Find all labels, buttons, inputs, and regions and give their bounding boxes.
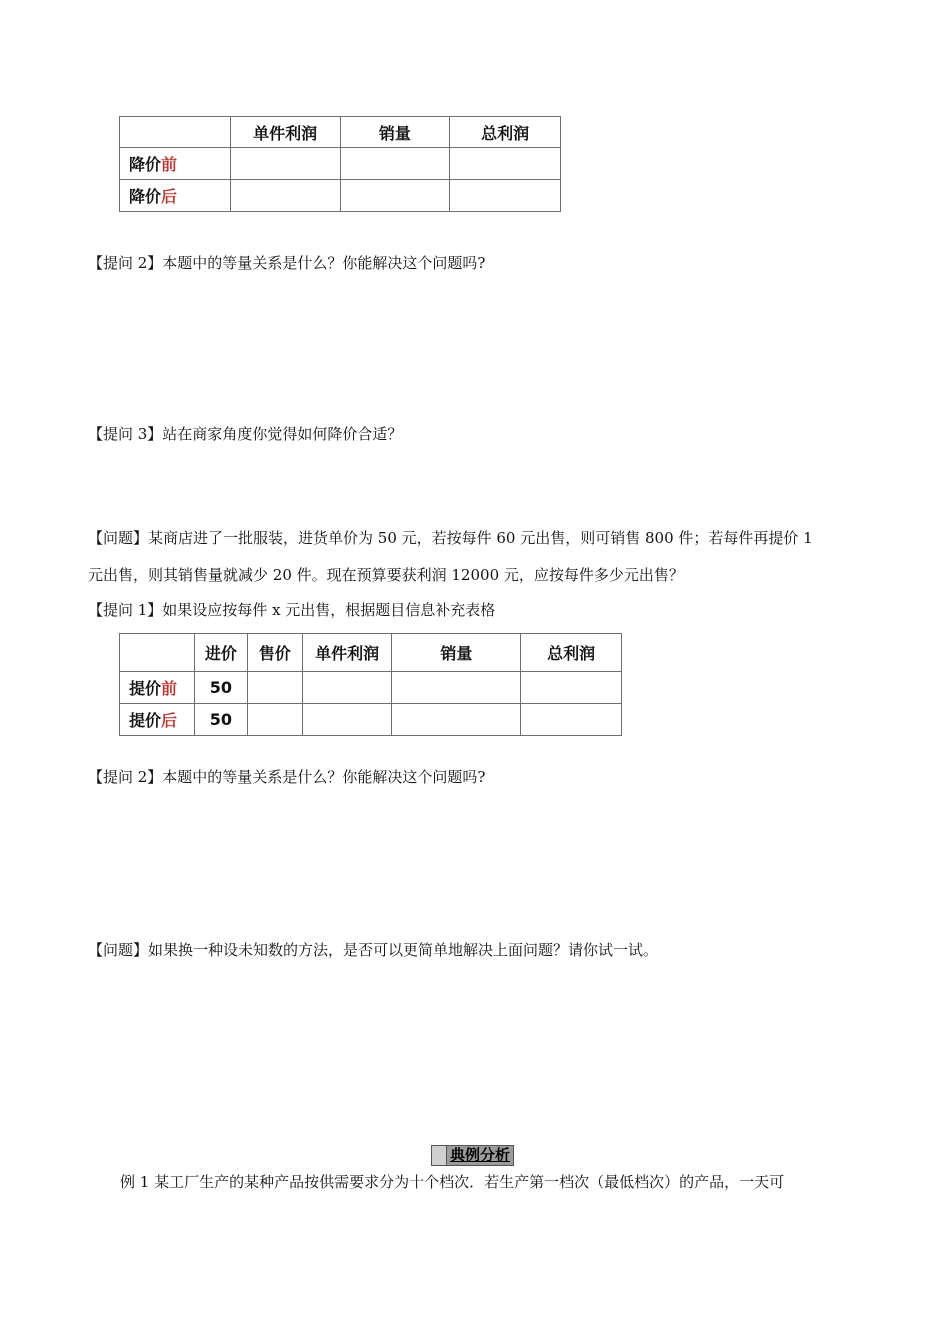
row-label-suffix: 前 xyxy=(161,679,178,698)
problem-2: 【问题】如果换一种设未知数的方法，是否可以更简单地解决上面问题？请你试一试。 xyxy=(88,941,659,959)
table-cell xyxy=(450,180,561,212)
table-header-row xyxy=(120,117,561,148)
table-cell: 50 xyxy=(194,672,247,704)
table-cell xyxy=(247,704,302,736)
table-cell xyxy=(521,704,622,736)
example-1: 例 1 某工厂生产的某种产品按供需要求分为十个档次．若生产第一档次（最低档次）的产品，一天可 xyxy=(120,1173,785,1191)
row-label-prefix: 提价 xyxy=(129,711,162,730)
row-label-suffix: 前 xyxy=(161,155,178,174)
table-cell xyxy=(302,672,392,704)
table-header-cell: 进价 xyxy=(194,634,247,672)
section-title xyxy=(431,1145,514,1166)
row-label xyxy=(120,672,195,704)
row-label xyxy=(120,704,195,736)
table-header-cell xyxy=(120,634,195,672)
row-label xyxy=(120,148,231,180)
question-2b: 【提问 2】本题中的等量关系是什么？你能解决这个问题吗? xyxy=(88,768,486,786)
question-3: 【提问 3】站在商家角度你觉得如何降价合适？ xyxy=(88,425,403,443)
price-raise-table xyxy=(119,633,622,736)
table-row xyxy=(120,672,622,704)
table-row xyxy=(120,180,561,212)
table-cell xyxy=(230,148,340,180)
table-header-cell: 单件利润 xyxy=(302,634,392,672)
table-cell xyxy=(302,704,392,736)
table-header-cell: 总利润 xyxy=(450,117,561,148)
table-header-cell: 销量 xyxy=(340,117,450,148)
table-cell xyxy=(340,148,450,180)
question-1b: 【提问 1】如果设应按每件 x 元出售，根据题目信息补充表格 xyxy=(88,601,496,619)
question-2a: 【提问 2】本题中的等量关系是什么？你能解决这个问题吗? xyxy=(88,254,486,272)
table-cell xyxy=(392,704,521,736)
row-label-suffix: 后 xyxy=(161,711,178,730)
price-cut-table xyxy=(119,116,561,212)
table-cell xyxy=(392,672,521,704)
table-cell xyxy=(247,672,302,704)
row-label xyxy=(120,180,231,212)
table-row xyxy=(120,148,561,180)
table-cell: 50 xyxy=(194,704,247,736)
table-cell xyxy=(340,180,450,212)
table-cell xyxy=(450,148,561,180)
row-label-prefix: 降价 xyxy=(129,155,162,174)
section-marker-box xyxy=(431,1145,446,1166)
table-cell xyxy=(521,672,622,704)
table-cell xyxy=(230,180,340,212)
table-header-cell: 单件利润 xyxy=(230,117,340,148)
table-header-cell: 总利润 xyxy=(521,634,622,672)
row-label-suffix: 后 xyxy=(161,187,178,206)
row-label-prefix: 降价 xyxy=(129,187,162,206)
table-header-cell: 售价 xyxy=(247,634,302,672)
problem-line-2: 元出售，则其销售量就减少 20 件。现在预算要获利润 12000 元，应按每件多少元出售？ xyxy=(88,566,684,584)
row-label-prefix: 提价 xyxy=(129,679,162,698)
table-row xyxy=(120,704,622,736)
problem-line-1: 【问题】某商店进了一批服装，进货单价为 50 元，若按每件 60 元出售，则可销售 800 件；若每件再提价 1 xyxy=(88,529,813,547)
table-header-row xyxy=(120,634,622,672)
section-title-label: 典例分析 xyxy=(446,1145,514,1166)
table-header-cell xyxy=(120,117,231,148)
table-header-cell: 销量 xyxy=(392,634,521,672)
